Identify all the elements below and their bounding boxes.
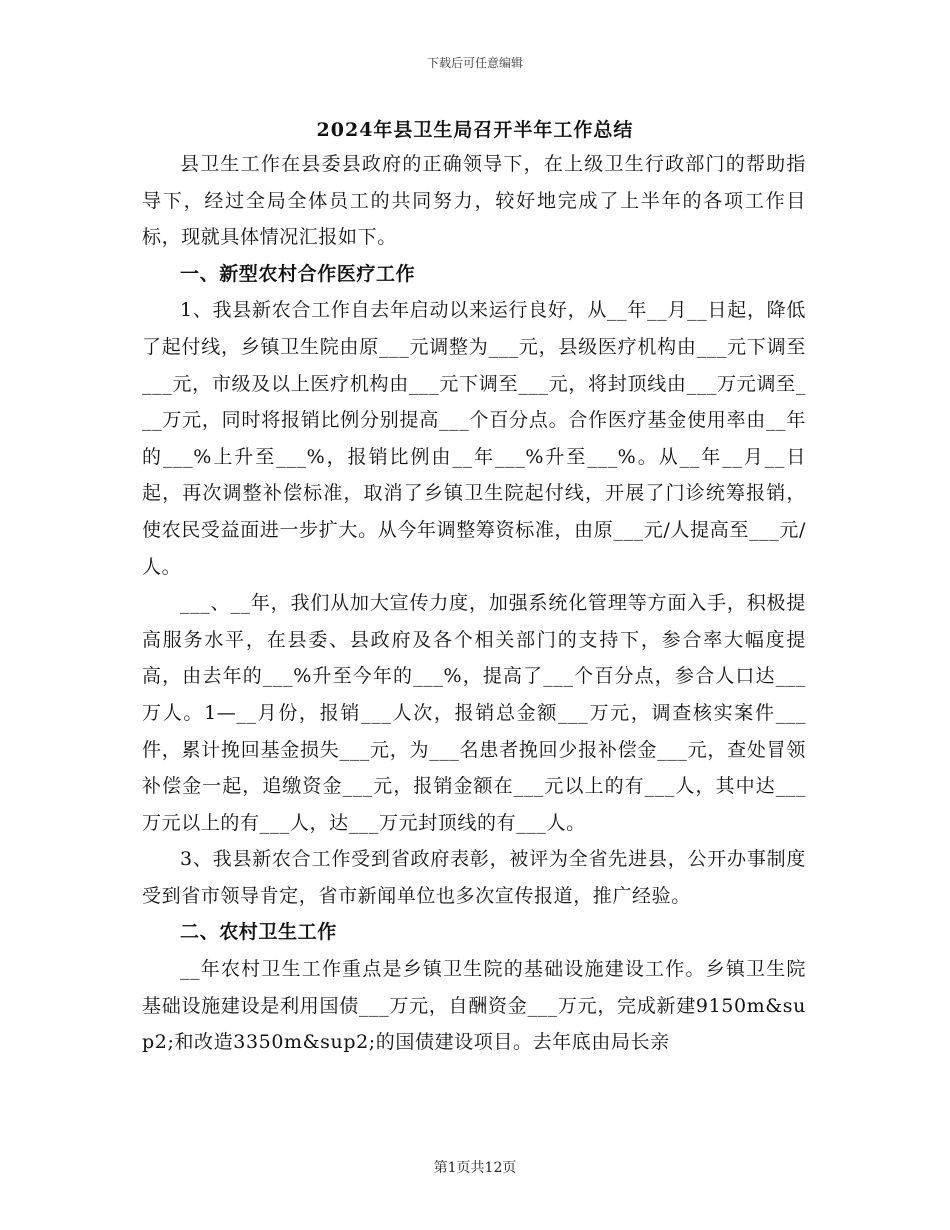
intro-paragraph: 县卫生工作在县委县政府的正确领导下，在上级卫生行政部门的帮助指导下，经过全局全体员工的共同努力，较好地完成了上半年的各项工作目标，现就具体情况汇报如下。: [142, 153, 806, 249]
section-heading-rural-health: 二、农村卫生工作: [180, 921, 337, 944]
section1-paragraph-1: 1、我县新农合工作自去年启动以来运行良好，从__年__月__日起，降低了起付线，乡镇卫生院由原___元调整为___元，县级医疗机构由___元下调至___元，市级及以上医疗机构由___元下调至___元，将封顶线由___万元调至___万元，同时将报销比例分别提高___个百分点。合作医疗基金使用率由__年的___%上升至___%，报销比例由__年___%升至___%。从__年__月__日起，再次调整补偿标准，取消了乡镇卫生院起付线，开展了门诊统筹报销，使农民受益面进一步扩大。从今年调整筹资标准，由原___元/人提高至___元/人。: [142, 299, 806, 578]
section1-paragraph-2: ___、__年，我们从加大宣传力度，加强系统化管理等方面入手，积极提高服务水平，在县委、县政府及各个相关部门的支持下，参合率大幅度提高，由去年的___%升至今年的___%，提高了___个百分点，参合人口达___万人。1—__月份，报销___人次，报销总金额___万元，调查核实案件___件，累计挽回基金损失___元，为___名患者挽回少报补偿金___元，查处冒领补偿金一起，追缴资金___元，报销金额在___元以上的有___人，其中达___万元以上的有___人，达___万元封顶线的有___人。: [142, 592, 806, 834]
section-heading-rural-cooperative-medical: 一、新型农村合作医疗工作: [180, 262, 416, 285]
section1-paragraph-3: 3、我县新农合工作受到省政府表彰，被评为全省先进县，公开办事制度受到省市领导肯定，省市新闻单位也多次宣传报道，推广经验。: [142, 848, 806, 907]
page-header-note: 下载后可任意编辑: [426, 56, 523, 70]
document-body: [142, 146, 806, 1061]
document-title: 2024年县卫生局召开半年工作总结: [316, 119, 634, 141]
section2-paragraph-1: __年农村卫生工作重点是乡镇卫生院的基础设施建设工作。乡镇卫生院基础设施建设是利用国债___万元，自酬资金___万元，完成新建9150m&sup2;和改造3350m&sup2;的国债建设项目。去年底由局长亲: [142, 958, 806, 1054]
page-number-footer: 第1页共12页: [433, 1160, 517, 1176]
